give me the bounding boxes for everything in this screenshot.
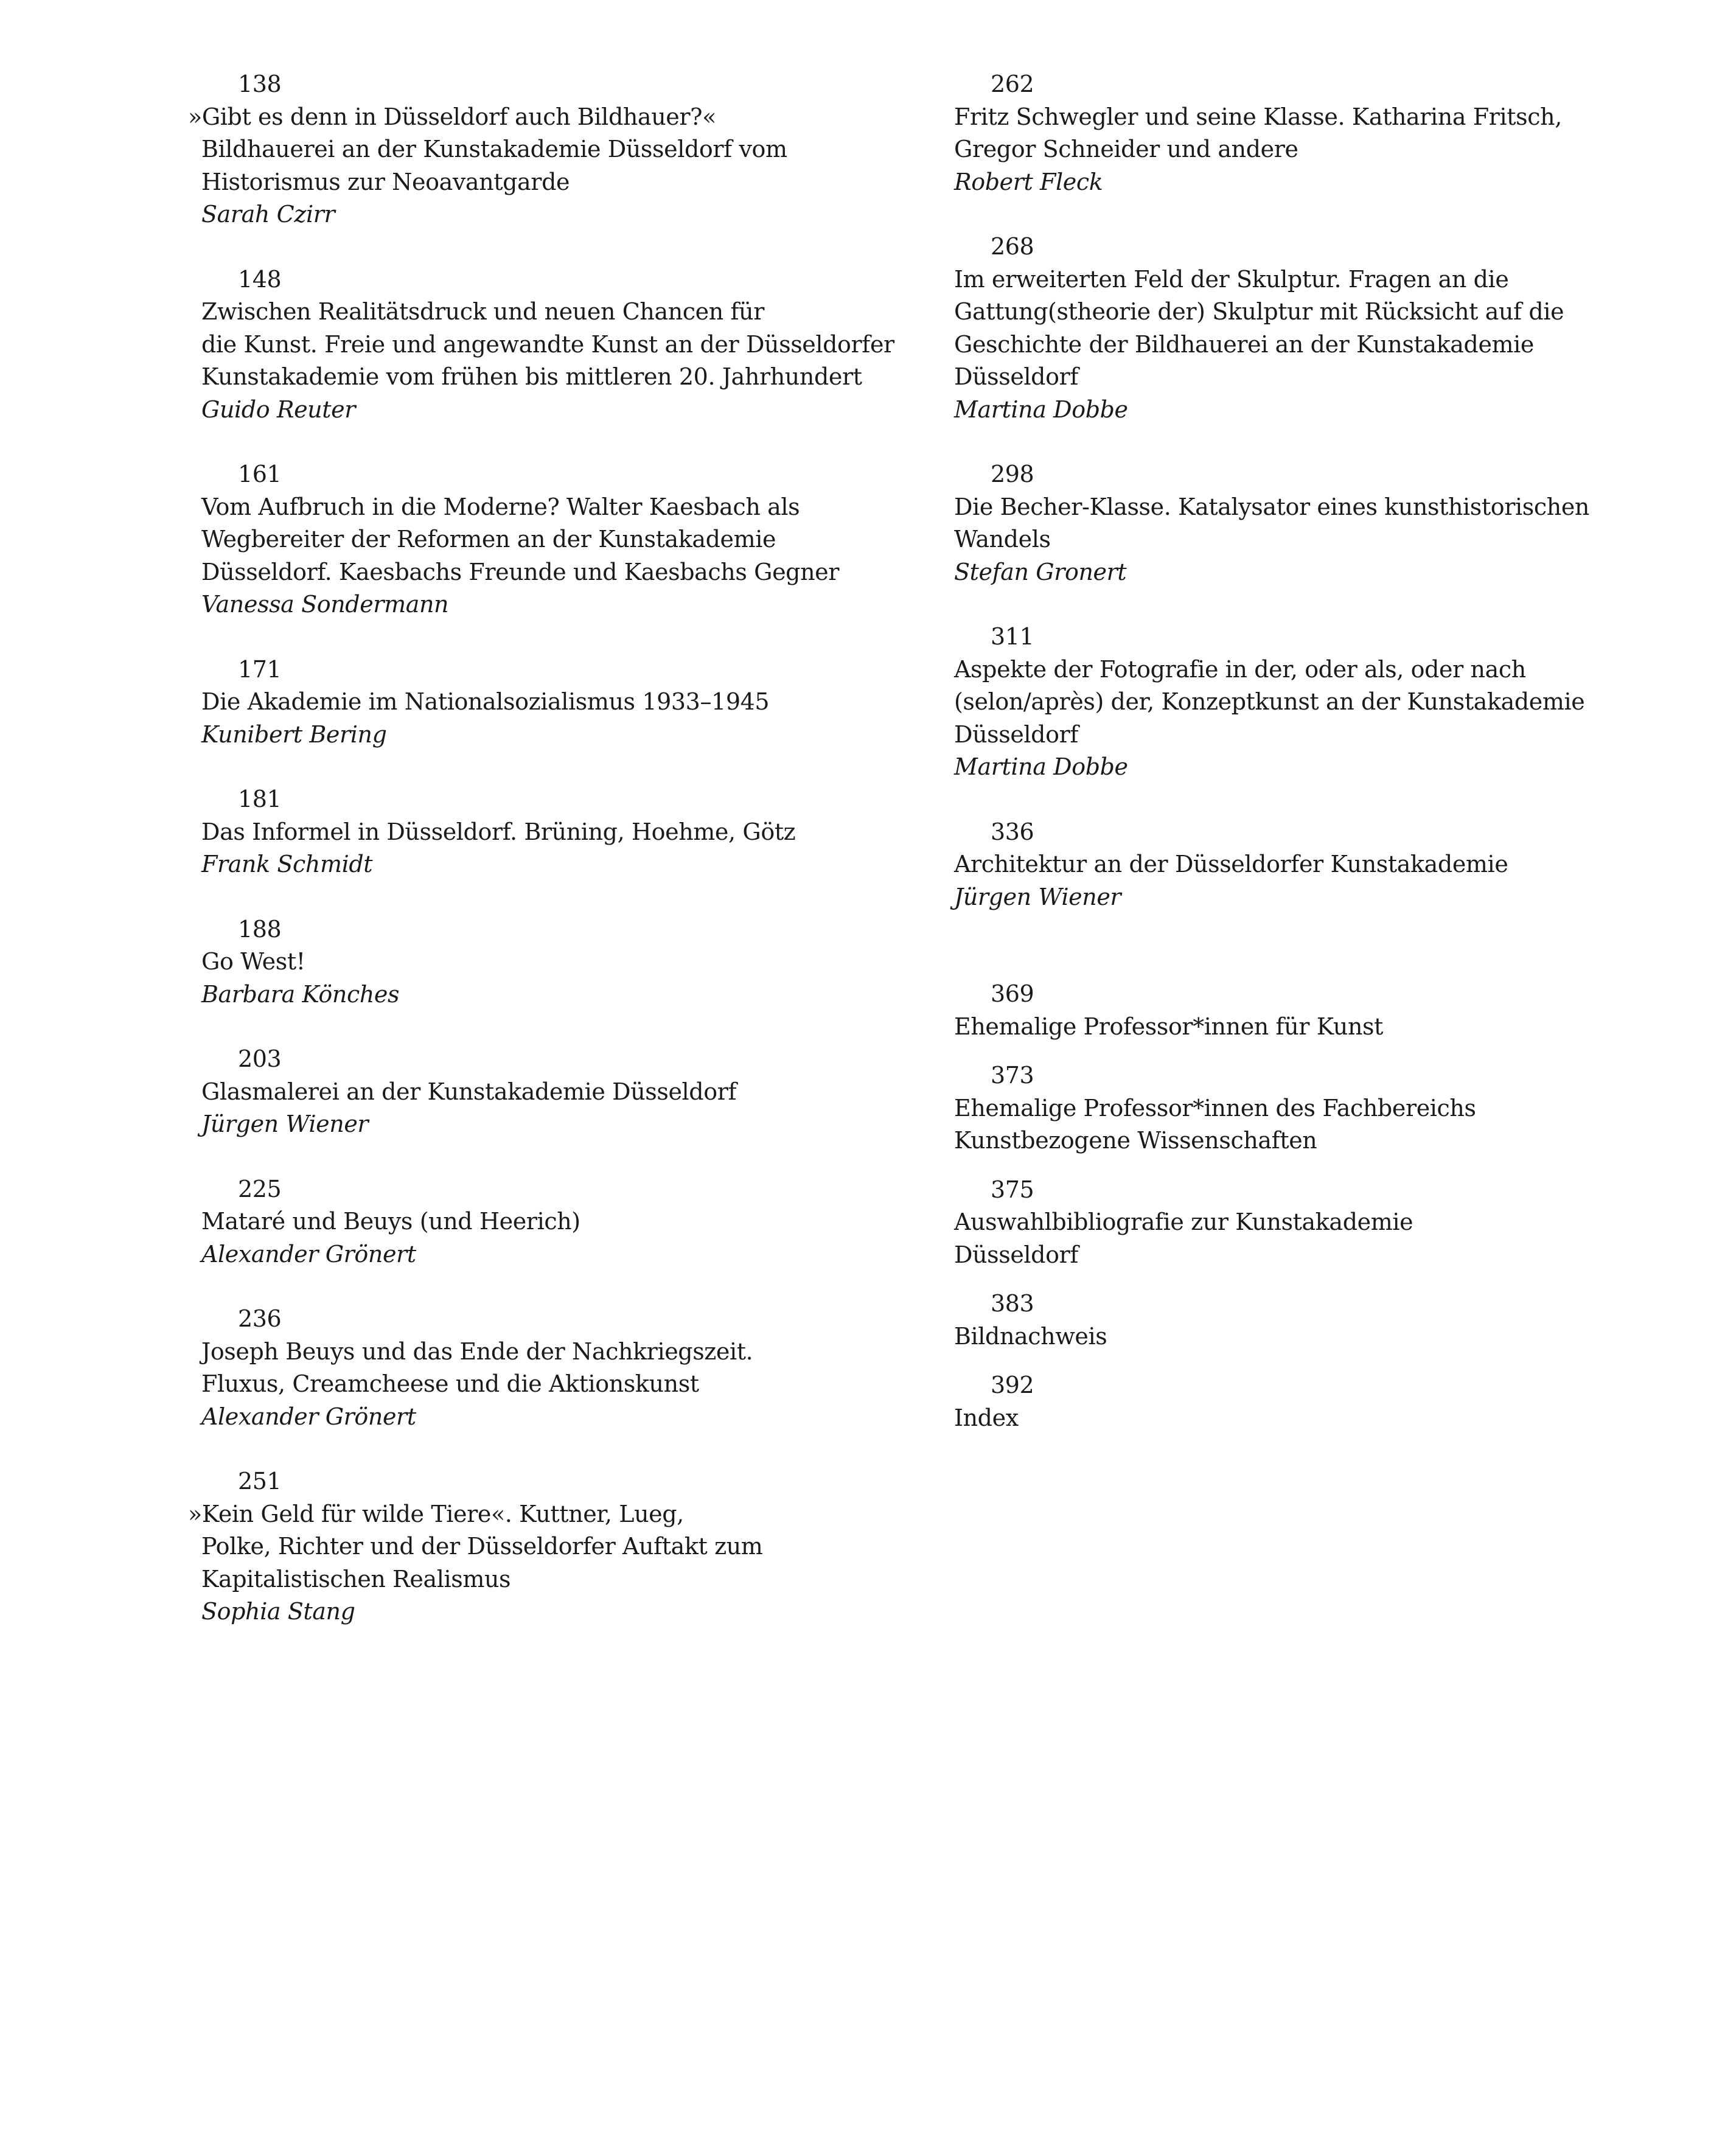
toc-entry[interactable] [954, 68, 1654, 198]
entry-title: Die Akademie im Nationalsozialismus 1933–1945 [201, 688, 770, 715]
toc-entry[interactable] [188, 1465, 901, 1628]
entry-title: »Gibt es denn in Düsseldorf auch Bildhauer?« Bildhauerei an der Kunstakademie Düsseldorf vom Historismus zur Neoavantgarde [188, 103, 787, 195]
toc-left-column [188, 68, 901, 1661]
entry-title: Architektur an der Düsseldorfer Kunstakademie [954, 851, 1508, 877]
page-number: 148 [238, 265, 282, 293]
page-number: 262 [991, 71, 1034, 97]
page-number: 311 [991, 623, 1034, 650]
toc-entry[interactable] [954, 816, 1654, 914]
page-number: 251 [238, 1468, 282, 1495]
page-number: 188 [238, 915, 282, 943]
entry-title: Mataré und Beuys (und Heerich) [201, 1208, 580, 1235]
appendix-entry[interactable] [954, 1059, 1654, 1157]
entry-author: Robert Fleck [954, 168, 1103, 195]
page-number: 373 [991, 1062, 1034, 1089]
entry-author: Alexander Grönert [201, 1403, 416, 1430]
page-number: 171 [238, 655, 282, 683]
toc-entry[interactable] [201, 913, 901, 1011]
entry-author: Martina Dobbe [954, 753, 1128, 780]
appendix-entry[interactable] [954, 1288, 1654, 1353]
page-number: 383 [991, 1290, 1034, 1317]
toc-entry[interactable] [201, 654, 901, 752]
page-number: 181 [238, 786, 282, 812]
appendix-entry[interactable] [954, 978, 1654, 1043]
entry-title: Die Becher-Klasse. Katalysator eines kunsthistorischen Wandels [954, 493, 1589, 553]
entry-author: Martina Dobbe [954, 396, 1128, 423]
page-number: 203 [238, 1045, 282, 1072]
page-number: 236 [238, 1305, 282, 1332]
toc-entry[interactable] [201, 1303, 901, 1433]
entry-author: Kunibert Bering [201, 720, 387, 748]
entry-title: Bildnachweis [954, 1322, 1107, 1350]
entry-title: Auswahlbibliografie zur Kunstakademie Düsseldorf [954, 1209, 1413, 1268]
toc-right-column [954, 68, 1654, 1451]
entry-author: Sophia Stang [201, 1598, 355, 1625]
toc-entry[interactable] [954, 231, 1654, 426]
entry-author: Jürgen Wiener [201, 1111, 369, 1137]
entry-author: Sarah Czirr [201, 201, 335, 228]
entry-title: Zwischen Realitätsdruck und neuen Chancen für die Kunst. Freie und angewandte Kunst an der Düsseldorfer Kunstakademie vom frühen bis mittleren 20. Jahrhundert [201, 298, 894, 390]
appendix-entry[interactable] [954, 1369, 1654, 1434]
toc-entry[interactable] [954, 621, 1654, 784]
page-number: 392 [991, 1372, 1034, 1398]
entry-title: »Kein Geld für wilde Tiere«. Kuttner, Lueg, Polke, Richter und der Düsseldorfer Auftakt zum Kapitalistischen Realismus [188, 1500, 763, 1593]
entry-title: Go West! [201, 948, 305, 975]
toc-entry[interactable] [188, 68, 901, 231]
toc-entry[interactable] [201, 458, 901, 621]
entry-author: Guido Reuter [201, 396, 355, 423]
entry-title: Ehemalige Professor*innen des Fachbereichs Kunstbezogene Wissenschaften [954, 1094, 1476, 1154]
page-number: 268 [991, 233, 1034, 260]
appendix-entry[interactable] [954, 1174, 1654, 1272]
page-number: 375 [991, 1176, 1034, 1203]
toc-entry[interactable] [201, 1173, 901, 1271]
page-number: 225 [238, 1175, 282, 1202]
page-number: 138 [238, 71, 282, 97]
page-number: 161 [238, 461, 282, 487]
toc-entry[interactable] [201, 1043, 901, 1141]
entry-title: Index [954, 1404, 1019, 1431]
entry-title: Fritz Schwegler und seine Klasse. Katharina Fritsch, Gregor Schneider und andere [954, 103, 1562, 162]
page-number: 369 [991, 980, 1034, 1007]
toc-entry[interactable] [201, 783, 901, 881]
page-number: 336 [991, 818, 1034, 845]
entry-title: Joseph Beuys und das Ende der Nachkriegszeit. Fluxus, Creamcheese und die Aktionskunst [201, 1338, 753, 1397]
entry-title: Glasmalerei an der Kunstakademie Düsseldorf [201, 1078, 737, 1105]
page-number: 298 [991, 461, 1034, 487]
entry-author: Stefan Gronert [954, 558, 1127, 585]
entry-title: Das Informel in Düsseldorf. Brüning, Hoehme, Götz [201, 818, 796, 845]
toc-entry[interactable] [201, 263, 901, 427]
toc-entry[interactable] [954, 458, 1654, 588]
entry-author: Jürgen Wiener [954, 883, 1121, 910]
entry-author: Vanessa Sondermann [201, 591, 449, 618]
entry-title: Vom Aufbruch in die Moderne? Walter Kaesbach als Wegbereiter der Reformen an der Kunstakademie Düsseldorf. Kaesbachs Freunde und Kaesbachs Gegner [201, 493, 840, 585]
entry-title: Ehemalige Professor*innen für Kunst [954, 1013, 1383, 1040]
entry-author: Barbara Könches [201, 980, 400, 1008]
entry-author: Frank Schmidt [201, 851, 373, 877]
entry-author: Alexander Grönert [201, 1240, 416, 1268]
entry-title: Im erweiterten Feld der Skulptur. Fragen an die Gattung(stheorie der) Skulptur mit Rücksicht auf die Geschichte der Bildhauerei an der Kunstakademie Düsseldorf [954, 265, 1564, 390]
entry-title: Aspekte der Fotografie in der, oder als, oder nach (selon/après) der, Konzeptkunst an der Kunstakademie Düsseldorf [954, 655, 1585, 748]
